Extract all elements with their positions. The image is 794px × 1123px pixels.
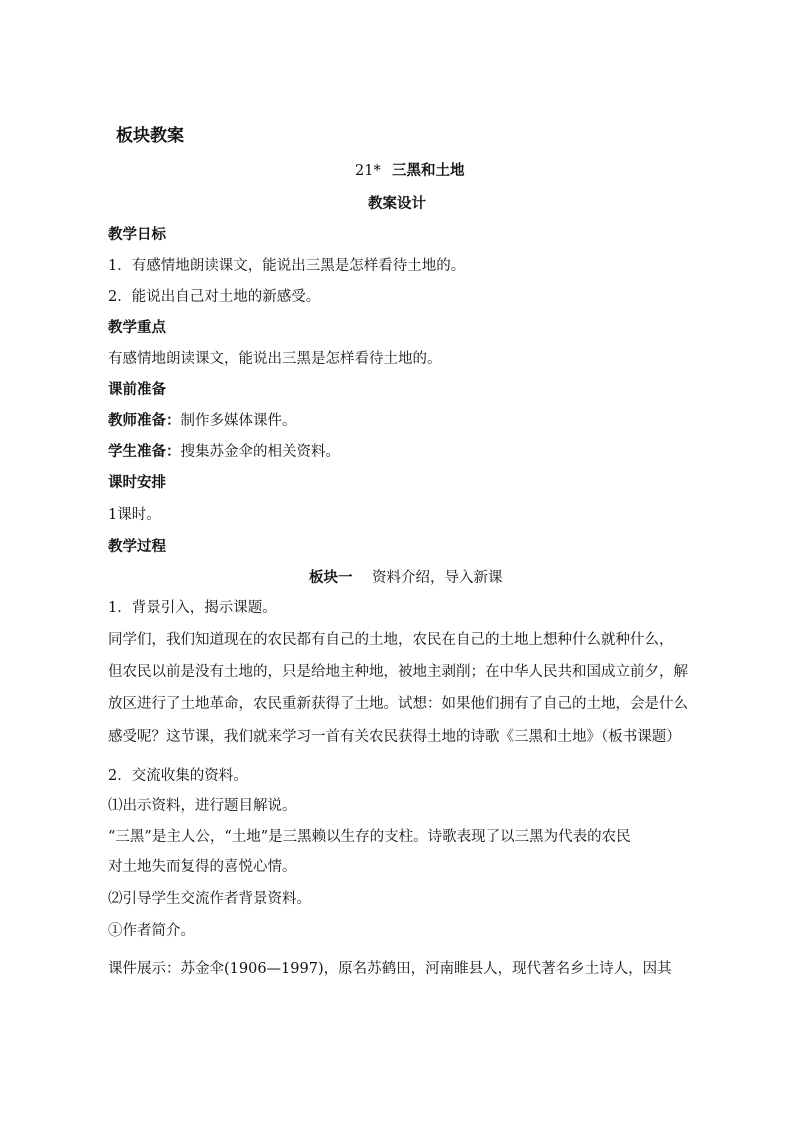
focus-heading: 教学重点 bbox=[108, 319, 166, 336]
student-prep-text: 搜集苏金伞的相关资料。 bbox=[180, 444, 340, 460]
courseware-label: 课件展示： bbox=[108, 961, 181, 977]
section-1-label: 板块一 bbox=[309, 569, 353, 586]
sub-item-1: ⑴出示资料，进行题目解说。 bbox=[108, 798, 297, 814]
step-2: 2．交流收集的资料。 bbox=[108, 768, 248, 784]
sub-item-2: ⑵引导学生交流作者背景资料。 bbox=[108, 891, 311, 907]
teacher-prep bbox=[108, 412, 297, 430]
teacher-prep-text: 制作多媒体课件。 bbox=[180, 413, 297, 429]
author-intro: ①作者简介。 bbox=[108, 923, 195, 939]
goal-2: 2．能说出自己对土地的新感受。 bbox=[108, 289, 321, 305]
teacher-prep-label: 教师准备： bbox=[108, 412, 181, 429]
focus-text: 有感情地朗读课文，能说出三黑是怎样看待土地的。 bbox=[108, 351, 442, 367]
para-2-line-2: 对土地失而复得的喜悦心情。 bbox=[108, 859, 297, 875]
goal-1: 1．有感情地朗读课文，能说出三黑是怎样看待土地的。 bbox=[108, 258, 466, 274]
schedule-heading: 课时安排 bbox=[108, 474, 166, 491]
design-heading: 教案设计 bbox=[368, 195, 426, 212]
schedule-text: 1课时。 bbox=[108, 507, 161, 523]
courseware-text: 苏金伞(1906—1997)，原名苏鹤田，河南睢县人，现代著名乡土诗人，因其 bbox=[180, 961, 672, 977]
lesson-title: 三黑和土地 bbox=[392, 162, 465, 179]
para-1-line-2: 但农民以前是没有土地的，只是给地主种地，被地主剥削；在中华人民共和国成立前夕，解 bbox=[108, 664, 688, 680]
goals-heading: 教学日标 bbox=[108, 226, 166, 243]
courseware-line bbox=[108, 960, 672, 978]
para-2-line-1: “三黑”是主人公，“土地”是三黑赖以生存的支柱。诗歌表现了以三黑为代表的农民 bbox=[108, 829, 631, 845]
student-prep-label: 学生准备： bbox=[108, 443, 181, 460]
process-heading: 教学过程 bbox=[108, 538, 166, 555]
para-1-line-1: 同学们，我们知道现在的农民都有自己的土地，农民在自己的土地上想种什么就种什么， bbox=[108, 632, 674, 648]
step-1: 1．背景引入，揭示课题。 bbox=[108, 600, 277, 616]
document-title: 板块教案 bbox=[116, 126, 184, 146]
prep-heading: 课前准备 bbox=[108, 381, 166, 398]
lesson-number: 21* bbox=[355, 163, 381, 179]
section-1-title: 资料介绍，导入新课 bbox=[372, 570, 503, 586]
student-prep bbox=[108, 443, 340, 461]
para-1-line-3: 放区进行了土地革命，农民重新获得了土地。试想：如果他们拥有了自己的土地，会是什么 bbox=[108, 696, 688, 712]
para-1-line-4: 感受呢？这节课，我们就来学习一首有关农民获得土地的诗歌《三黑和土地》（板书课题） bbox=[108, 729, 681, 745]
